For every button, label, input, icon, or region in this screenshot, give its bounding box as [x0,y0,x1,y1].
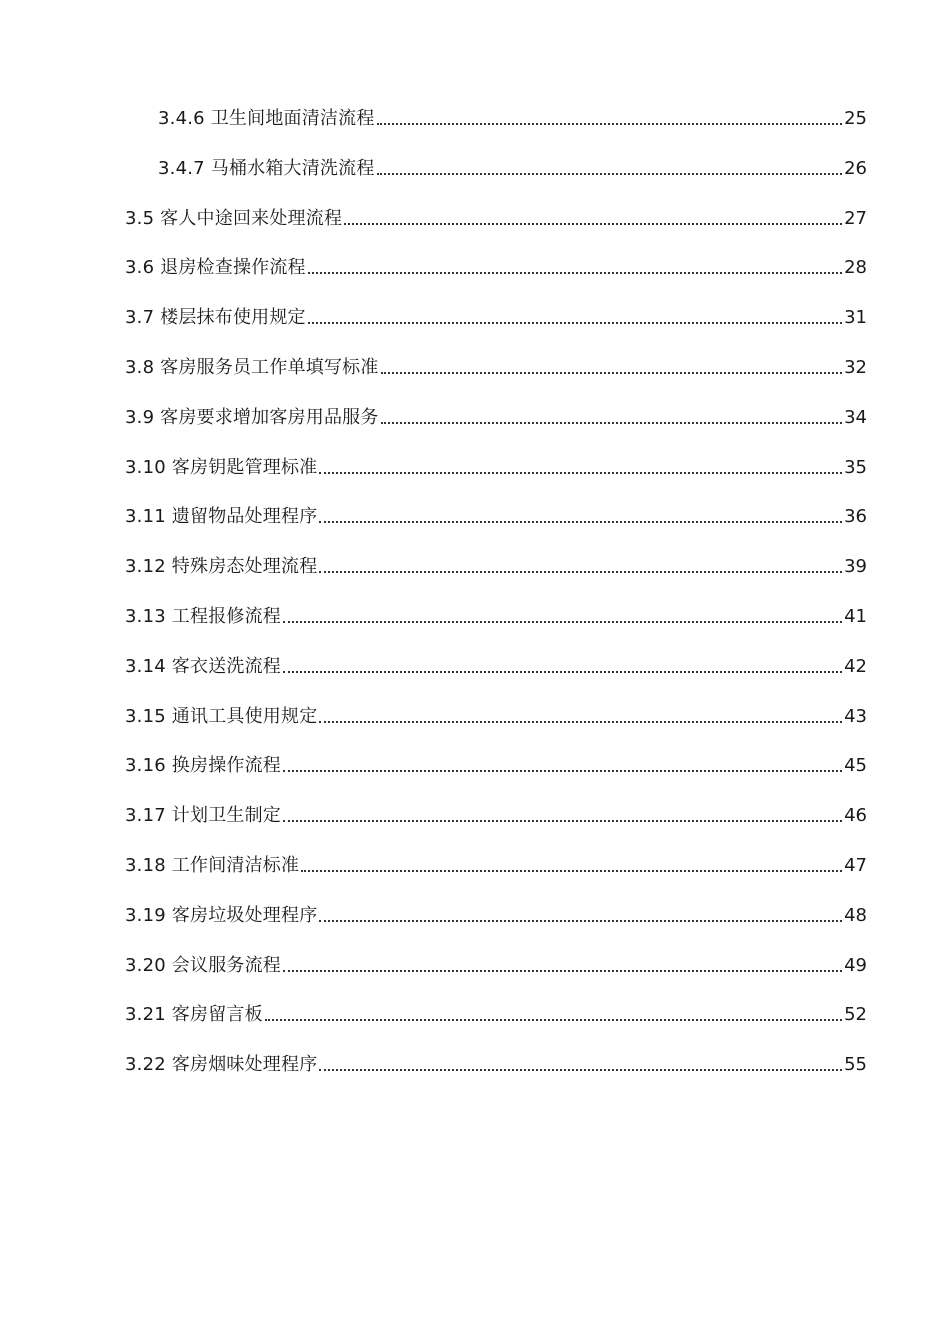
toc-entry[interactable] [125,449,867,479]
toc-entry-page-number: 48 [844,905,867,926]
toc-entry[interactable] [125,996,867,1026]
toc-entry-title: 3.6 退房检查操作流程 [125,257,306,278]
toc-entry[interactable] [125,498,867,528]
toc-entry-title: 3.14 客衣送洗流程 [125,656,281,677]
toc-entry-title: 3.11 遗留物品处理程序 [125,506,318,527]
toc-dot-leader [319,721,842,723]
toc-dot-leader [319,472,842,474]
toc-entry[interactable] [125,598,867,628]
toc-entry-page-number: 47 [844,855,867,876]
toc-entry-page-number: 39 [844,556,867,577]
toc-entry-page-number: 36 [844,506,867,527]
toc-entry-page-number: 42 [844,656,867,677]
toc-entry-title: 3.15 通讯工具使用规定 [125,706,318,727]
toc-entry[interactable] [125,698,867,728]
toc-dot-leader [308,322,842,324]
toc-entry-title: 3.13 工程报修流程 [125,606,281,627]
toc-entry-page-number: 43 [844,706,867,727]
toc-entry[interactable] [125,797,867,827]
toc-entry[interactable] [125,349,867,379]
toc-entry-page-number: 31 [844,307,867,328]
toc-entry-page-number: 41 [844,606,867,627]
toc-dot-leader [344,223,842,225]
toc-entry[interactable] [125,200,867,230]
toc-entry-title: 3.9 客房要求增加客房用品服务 [125,407,379,428]
toc-dot-leader [308,272,842,274]
toc-dot-leader [381,422,843,424]
toc-entry[interactable] [158,100,867,130]
toc-dot-leader [283,770,842,772]
toc-entry-title: 3.10 客房钥匙管理标准 [125,457,318,478]
toc-dot-leader [319,571,842,573]
toc-entry-title: 3.17 计划卫生制定 [125,805,281,826]
toc-entry-page-number: 32 [844,357,867,378]
toc-entry[interactable] [125,648,867,678]
toc-entry-title: 3.19 客房垃圾处理程序 [125,905,318,926]
toc-entry[interactable] [125,249,867,279]
toc-entry-title: 3.20 会议服务流程 [125,955,281,976]
toc-dot-leader [283,970,842,972]
toc-dot-leader [283,671,842,673]
toc-entry-title: 3.12 特殊房态处理流程 [125,556,318,577]
toc-entry-page-number: 26 [844,158,867,179]
toc-entry-page-number: 27 [844,208,867,229]
toc-dot-leader [265,1019,842,1021]
toc-dot-leader [283,820,842,822]
toc-entry[interactable] [125,399,867,429]
toc-entry-page-number: 25 [844,108,867,129]
toc-entry-page-number: 46 [844,805,867,826]
toc-entry[interactable] [125,299,867,329]
toc-entry[interactable] [125,548,867,578]
toc-entry-title: 3.8 客房服务员工作单填写标准 [125,357,379,378]
toc-dot-leader [319,521,842,523]
toc-entry-title: 3.16 换房操作流程 [125,755,281,776]
toc-entry[interactable] [158,150,867,180]
toc-entry[interactable] [125,747,867,777]
toc-entry-title: 3.4.7 马桶水箱大清洗流程 [158,158,375,179]
toc-dot-leader [319,1069,842,1071]
toc-entry-title: 3.4.6 卫生间地面清洁流程 [158,108,375,129]
toc-entry-title: 3.5 客人中途回来处理流程 [125,208,343,229]
toc-entry-page-number: 34 [844,407,867,428]
toc-entry-title: 3.21 客房留言板 [125,1004,263,1025]
toc-dot-leader [283,621,842,623]
toc-entry[interactable] [125,897,867,927]
toc-entry-page-number: 55 [844,1054,867,1075]
toc-entry-page-number: 35 [844,457,867,478]
toc-entry-page-number: 49 [844,955,867,976]
toc-dot-leader [377,173,843,175]
toc-dot-leader [319,920,842,922]
toc-dot-leader [381,372,843,374]
toc-entry[interactable] [125,947,867,977]
toc-entry-page-number: 52 [844,1004,867,1025]
toc-entry-page-number: 45 [844,755,867,776]
toc-entry-page-number: 28 [844,257,867,278]
toc-dot-leader [301,870,842,872]
toc-entry[interactable] [125,847,867,877]
toc-entry-title: 3.18 工作间清洁标准 [125,855,300,876]
toc-dot-leader [377,123,843,125]
toc-entry[interactable] [125,1046,867,1076]
toc-entry-title: 3.7 楼层抹布使用规定 [125,307,306,328]
toc-entry-title: 3.22 客房烟味处理程序 [125,1054,318,1075]
